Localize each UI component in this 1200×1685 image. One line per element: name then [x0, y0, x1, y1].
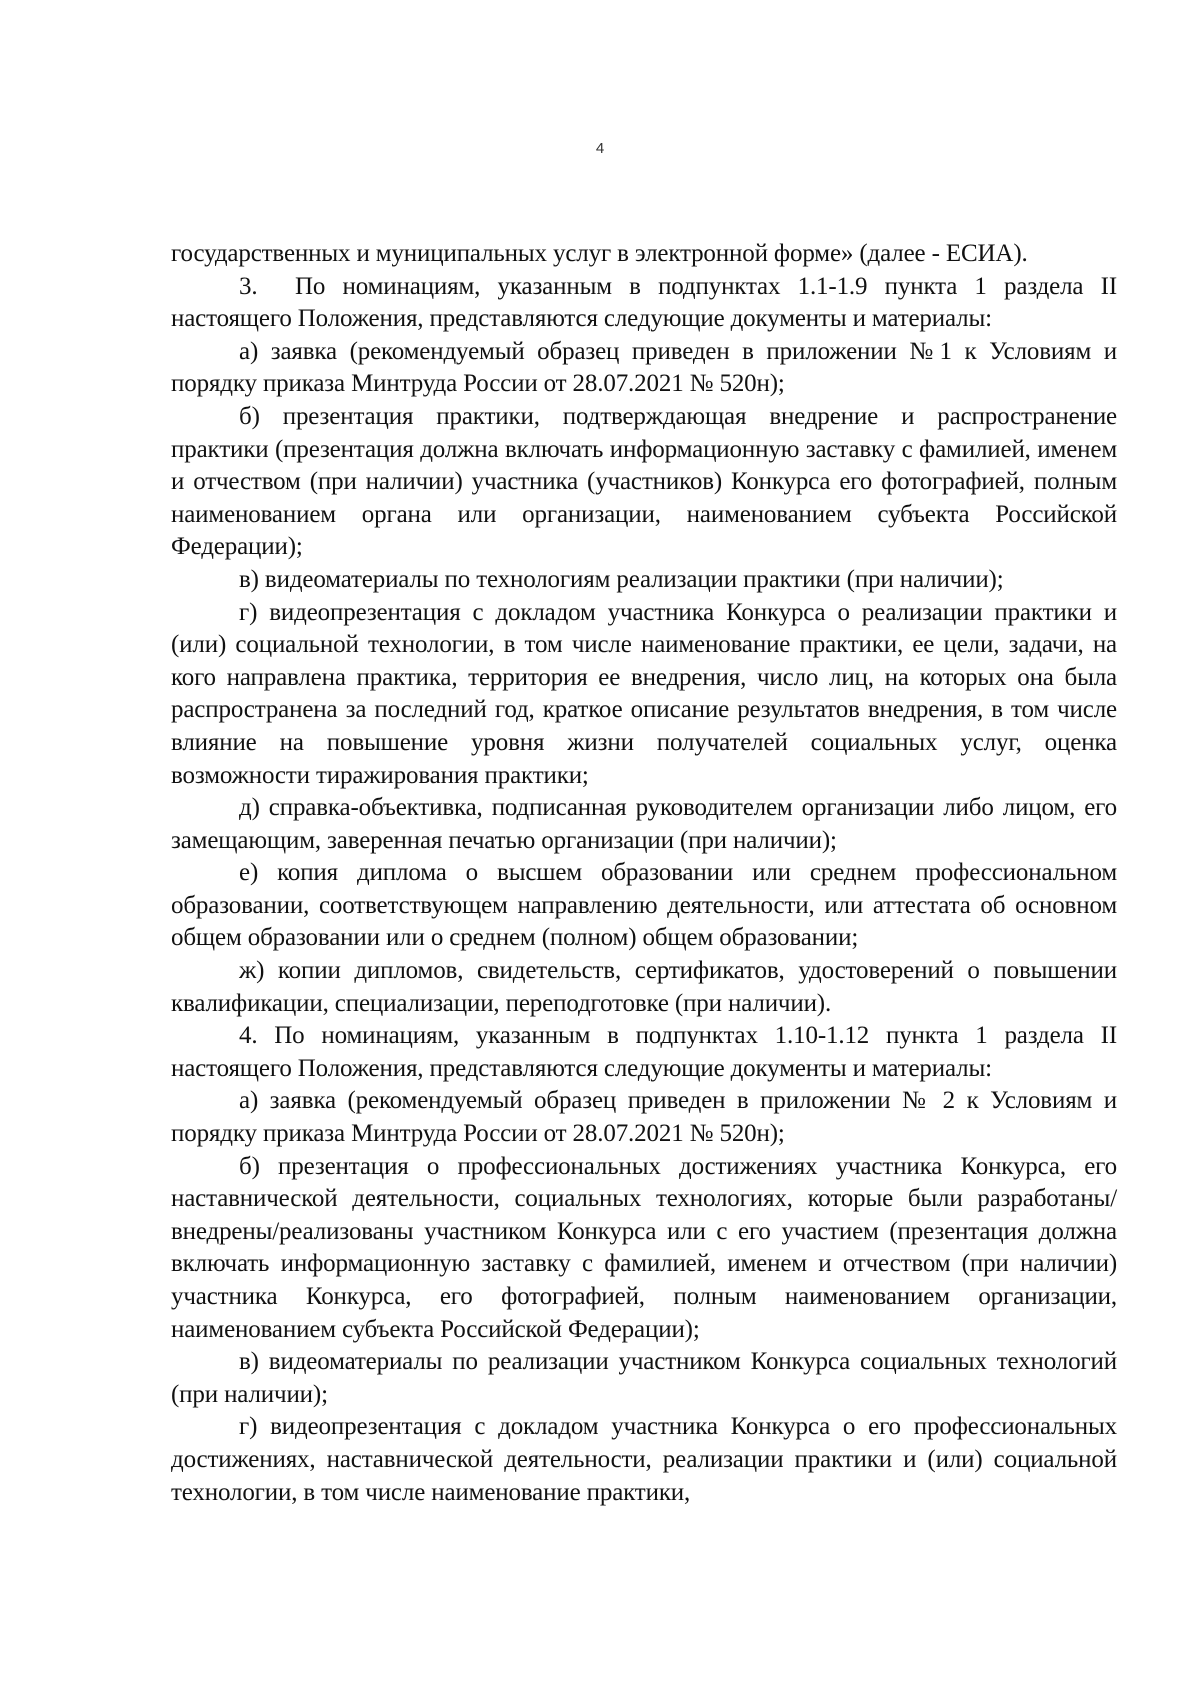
paragraph-subitem-a: а) заявка (рекомендуемый образец приведен в приложении №1 к Условиям и порядку приказа Минтруда России от 28.07.2021 № 520н); — [171, 337, 1117, 398]
paragraph-item-4: 4. По номинациям, указанным в подпунктах 1.10-1.12 пункта 1 раздела II настоящего Положения, представляются следующие документы и материалы: — [171, 1022, 1117, 1082]
paragraph-subitem-g: г) видеопрезентация с докладом участника Конкурса о реализации практики и (или) социальной технологии, в том числе наименование практики, ее цели, задачи, на кого направлена практика, территория ее внедрения, число лиц, на которых она была распространена за последний год, краткое описание результатов внедрения, в том числе влияние на повышение уровня жизни получателей социальных услуг, оценка возможности тиражирования практики; — [171, 598, 1117, 789]
paragraph-text: По номинациям, указанным в подпунктах 1.1-1.9 пункта 1 раздела II настоящего Положения, представляются следующие документы и материалы: — [171, 272, 1117, 333]
paragraph-item-3 — [171, 271, 1117, 336]
paragraph-subitem-zh: ж) копии дипломов, свидетельств, сертификатов, удостоверений о повышении квалификации, специализации, переподготовке (при наличии). — [171, 957, 1117, 1017]
paragraph-subitem-e: е) копия диплома о высшем образовании или среднем профессиональном образовании, соответствующем направлению деятельности, или аттестата об основном общем образовании или о среднем (полном) общем образовании; — [171, 859, 1117, 952]
document-body — [171, 238, 1117, 1509]
paragraph-subitem-b: б) презентация практики, подтверждающая внедрение и распространение практики (презентация должна включать информационную заставку с фамилией, именем и отчеством (при наличии) участника (участников) Конкурса его фотографией, полным наименованием органа или организации, наименованием субъекта Российской Федерации); — [171, 402, 1117, 561]
paragraph-subitem-b: б) презентация о профессиональных достижениях участника Конкурса, его наставнической деятельности, социальных технологиях, которые были разработаны/внедрены/реализованы участником Конкурса или с его участием (презентация должна включать информационную заставку с фамилией, именем и отчеством (при наличии) участника Конкурса, его фотографией, полным наименованием организации, наименованием субъекта Российской Федерации); — [171, 1152, 1117, 1343]
paragraph-subitem-v: в) видеоматериалы по технологиям реализации практики (при наличии); — [239, 565, 1004, 593]
paragraph-subitem-v: в) видеоматериалы по реализации участником Конкурса социальных технологий (при наличии); — [171, 1348, 1117, 1408]
paragraph-subitem-a: а) заявка (рекомендуемый образец приведен в приложении № 2 к Условиям и порядку приказа Минтруда России от 28.07.2021 № 520н); — [171, 1087, 1117, 1148]
paragraph-subitem-g: г) видеопрезентация с докладом участника Конкурса о его профессиональных достижениях, наставнической деятельности, реализации практики и (или) социальной технологии, в том числе наименование практики, — [171, 1413, 1117, 1506]
page-number: 4 — [595, 140, 605, 157]
paragraph-continuation: государственных и муниципальных услуг в электронной форме» (далее - ЕСИА). — [171, 240, 1028, 267]
paragraph-subitem-d: д) справка-объективка, подписанная руководителем организации либо лицом, его замещающим, заверенная печатью организации (при наличии); — [171, 794, 1117, 854]
item-number: 3. — [239, 272, 258, 300]
